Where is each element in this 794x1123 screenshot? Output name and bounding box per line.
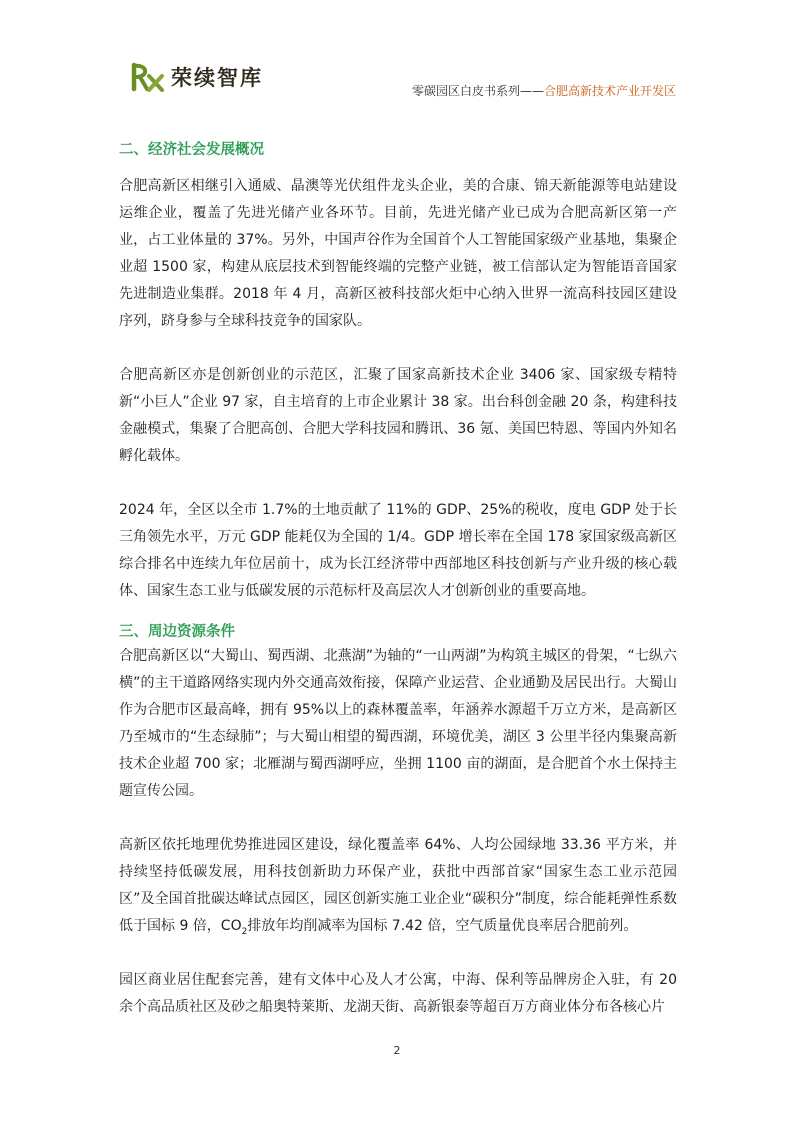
brand-logo bbox=[131, 62, 263, 92]
paragraph-low-carbon-part2: 排放年均削减率为国标 7.42 倍，空气质量优良率居合肥前列。 bbox=[247, 918, 638, 934]
co2-subscript: 2 bbox=[241, 926, 248, 937]
series-prefix: 零碳园区白皮书系列—— bbox=[411, 84, 544, 98]
section-heading-economy: 二、经济社会发展概况 bbox=[119, 142, 264, 158]
rx-logo-icon bbox=[131, 62, 165, 92]
paragraph-industry: 合肥高新区相继引入通威、晶澳等光伏组件龙头企业，美的合康、锦天新能源等电站建设运维企业，覆盖了先进光储产业各环节。目前，先进光储产业已成为合肥高新区第一产业，占工业体量的 37%。另外，中国声谷作为全国首个人工智能国家级产业基地，集聚企业超 1500 家，构建从底层技术到智能终端的完整产业链，被工信部认定为智能语音国家先进制造业集群。2018 年 4 月，高新区被科技部火炬中心纳入世界一流高科技园区建设序列，跻身参与全球科技竞争的国家队。 bbox=[119, 178, 677, 329]
paragraph-gdp: 2024 年，全区以全市 1.7%的土地贡献了 11%的 GDP、25%的税收，度电 GDP 处于长三角领先水平，万元 GDP 能耗仅为全国的 1/4。GDP 增长率在全国 178 家国家级高新区综合排名中连续九年位居前十，成为长江经济带中西部地区科技创新与产业升级的核心载体、国家生态工业与低碳发展的示范标杆及高层次人才创新创业的重要高地。 bbox=[119, 502, 677, 599]
paragraph-innovation: 合肥高新区亦是创新创业的示范区，汇聚了国家高新技术企业 3406 家、国家级专精特新“小巨人”企业 97 家，自主培育的上市企业累计 38 家。出台科创金融 20 条，构建科技金融模式，集聚了合肥高创、合肥大学科技园和腾讯、36 氪、美国巴特恩、等国内外知名孵化载体。 bbox=[119, 367, 677, 464]
series-title bbox=[412, 82, 676, 99]
section-heading-resources: 三、周边资源条件 bbox=[119, 624, 235, 640]
page-number: 2 bbox=[393, 1044, 401, 1057]
paragraph-amenities: 园区商业居住配套完善，建有文体中心及人才公寓，中海、保利等品牌房企入驻，有 20 余个高品质社区及砂之船奥特莱斯、龙湖天街、高新银泰等超百万方商业体分布各核心片 bbox=[119, 972, 677, 1015]
paragraph-low-carbon-part1: 高新区依托地理优势推进园区建设，绿化覆盖率 64%、人均公园绿地 33.36 平方米，并持续坚持低碳发展，用科技创新助力环保产业，获批中西部首家“国家生态工业示范园区”及全国首批碳达峰试点园区，园区创新实施工业企业“碳积分”制度，综合能耗弹性系数低于国标 9 倍，CO bbox=[119, 837, 677, 934]
brand-name: 荣续智库 bbox=[171, 66, 263, 90]
paragraph-geography: 合肥高新区以“大蜀山、蜀西湖、北燕湖”为轴的“一山两湖”为构筑主城区的骨架，“七纵六横”的主干道路网络实现内外交通高效衔接，保障产业运营、企业通勤及居民出行。大蜀山作为合肥市区最高峰，拥有 95%以上的森林覆盖率，年涵养水源超千万立方米，是高新区乃至城市的“生态绿肺”；与大蜀山相望的蜀西湖，环境优美，湖区 3 公里半径内集聚高新技术企业超 700 家；北雁湖与蜀西湖呼应，坐拥 1100 亩的湖面，是合肥首个水土保持主题宣传公园。 bbox=[119, 648, 677, 799]
page-header bbox=[0, 0, 794, 110]
paragraph-low-carbon bbox=[119, 832, 677, 946]
series-park-name: 合肥高新技术产业开发区 bbox=[543, 84, 676, 98]
